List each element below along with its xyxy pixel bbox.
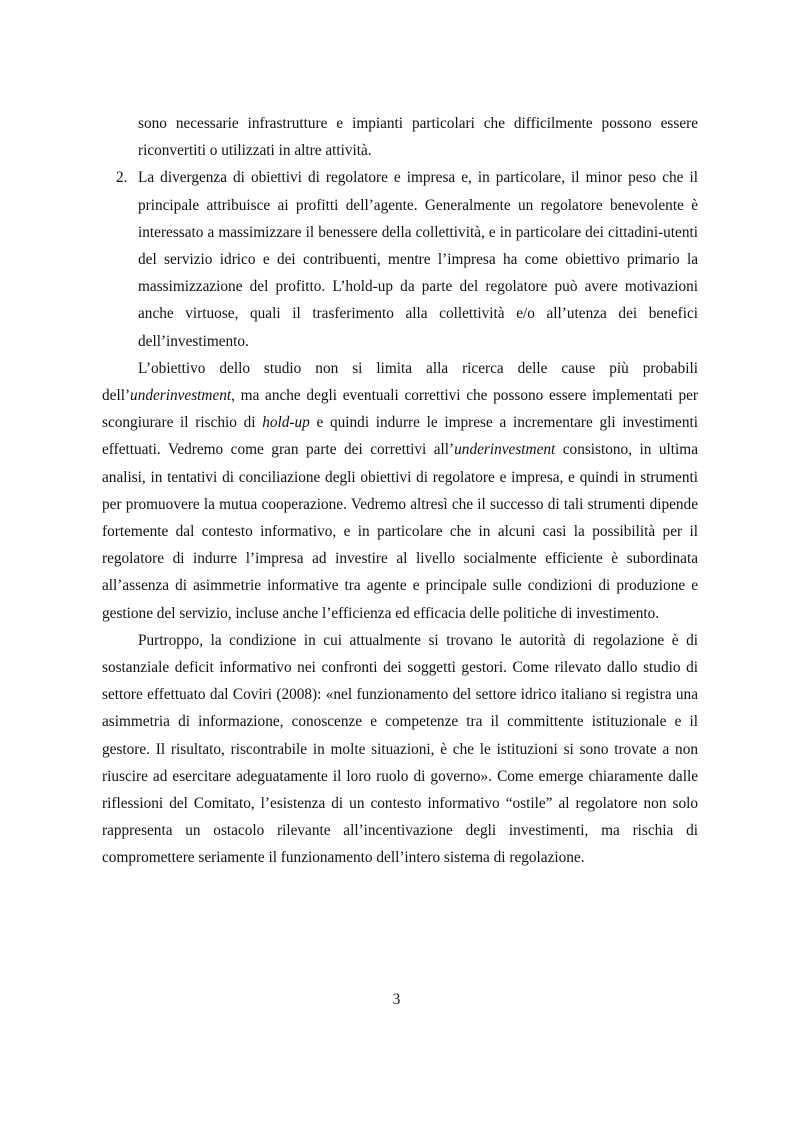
text-segment: L’obiettivo dello studio non si limita alla ricerca delle cause più probabili dell’ [102, 359, 698, 405]
text-segment: Purtroppo, la condizione in cui attualmente si trovano le autorità di regolazione è di sostanziale deficit informativo nei confronti dei soggetti gestori. Come rilevato dallo studio di settore effettuato dal Coviri (2008): «nel funzionamento del settore idrico italiano si registra una asimmetria di informazione, conoscenze e competenze tra il committente istituzionale e il gestore. Il risultato, riscontrabile in molte situazioni, è che le istituzioni si sono trovate a non riuscire ad esercitare adeguatamente il loro ruolo di governo». Come emerge chiaramente dalle riflessioni del Comitato, l’esistenza di un contesto informativo “ostile” al regolatore non solo rappresenta un ostacolo rilevante all’incentivazione degli investimenti, ma rischia di compromettere seriamente il funzionamento dell’intero sistema di regolazione. [102, 631, 698, 867]
page-number: 3 [392, 991, 401, 1008]
text-segment: consistono, in ultima analisi, in tentativi di conciliazione degli obiettivi di regolatore e impresa, e quindi in strumenti per promuovere la mutua cooperazione. Vedremo altresì che il successo di tali strumenti dipende fortemente dal contesto informativo, e in particolare che in alcuni casi la possibilità per il regolatore di indurre l’impresa ad investire al livello socialmente efficiente è subordinata all’assenza di asimmetrie informative tra agente e principale sulle condizioni di produzione e gestione del servizio, incluse anche l’efficienza ed efficacia delle politiche di investimento. [102, 441, 698, 622]
text-segment: e quindi indurre le imprese a incrementare gli investimenti effettuati. Vedremo come gran parte dei correttivi all’ [102, 414, 698, 459]
text-segment: , ma anche degli eventuali correttivi che possono essere implementati per scongiurare il rischio di [102, 387, 698, 432]
paragraph-information-deficit [102, 627, 698, 872]
italic-term: underinvestment [454, 441, 556, 459]
text-segment: sono necessarie infrastrutture e impianti particolari che difficilmente possono essere riconvertiti o utilizzati in altre attività. [138, 115, 698, 160]
list-item-number: 2. [116, 169, 128, 187]
italic-term: hold-up [262, 414, 310, 432]
paragraph-study-objective [102, 355, 698, 627]
list-item-2 [102, 164, 698, 354]
text-segment: La divergenza di obiettivi di regolatore e impresa e, in particolare, il minor peso che il principale attribuisce ai profitti dell’agente. Generalmente un regolatore benevolente è interessato a massimizzare il benessere della collettività, e in particolare dei cittadini-utenti del servizio idrico e dei contribuenti, mentre l’impresa ha come obiettivo primario la massimizzazione del profitto. L’hold-up da parte del regolatore può avere motivazioni anche virtuose, quali il trasferimento alla collettività e/o all’utenza dei benefici dell’investimento. [138, 169, 698, 350]
list-item-continuation [102, 110, 698, 164]
body-text [102, 110, 698, 872]
italic-term: underinvestment [130, 387, 232, 405]
